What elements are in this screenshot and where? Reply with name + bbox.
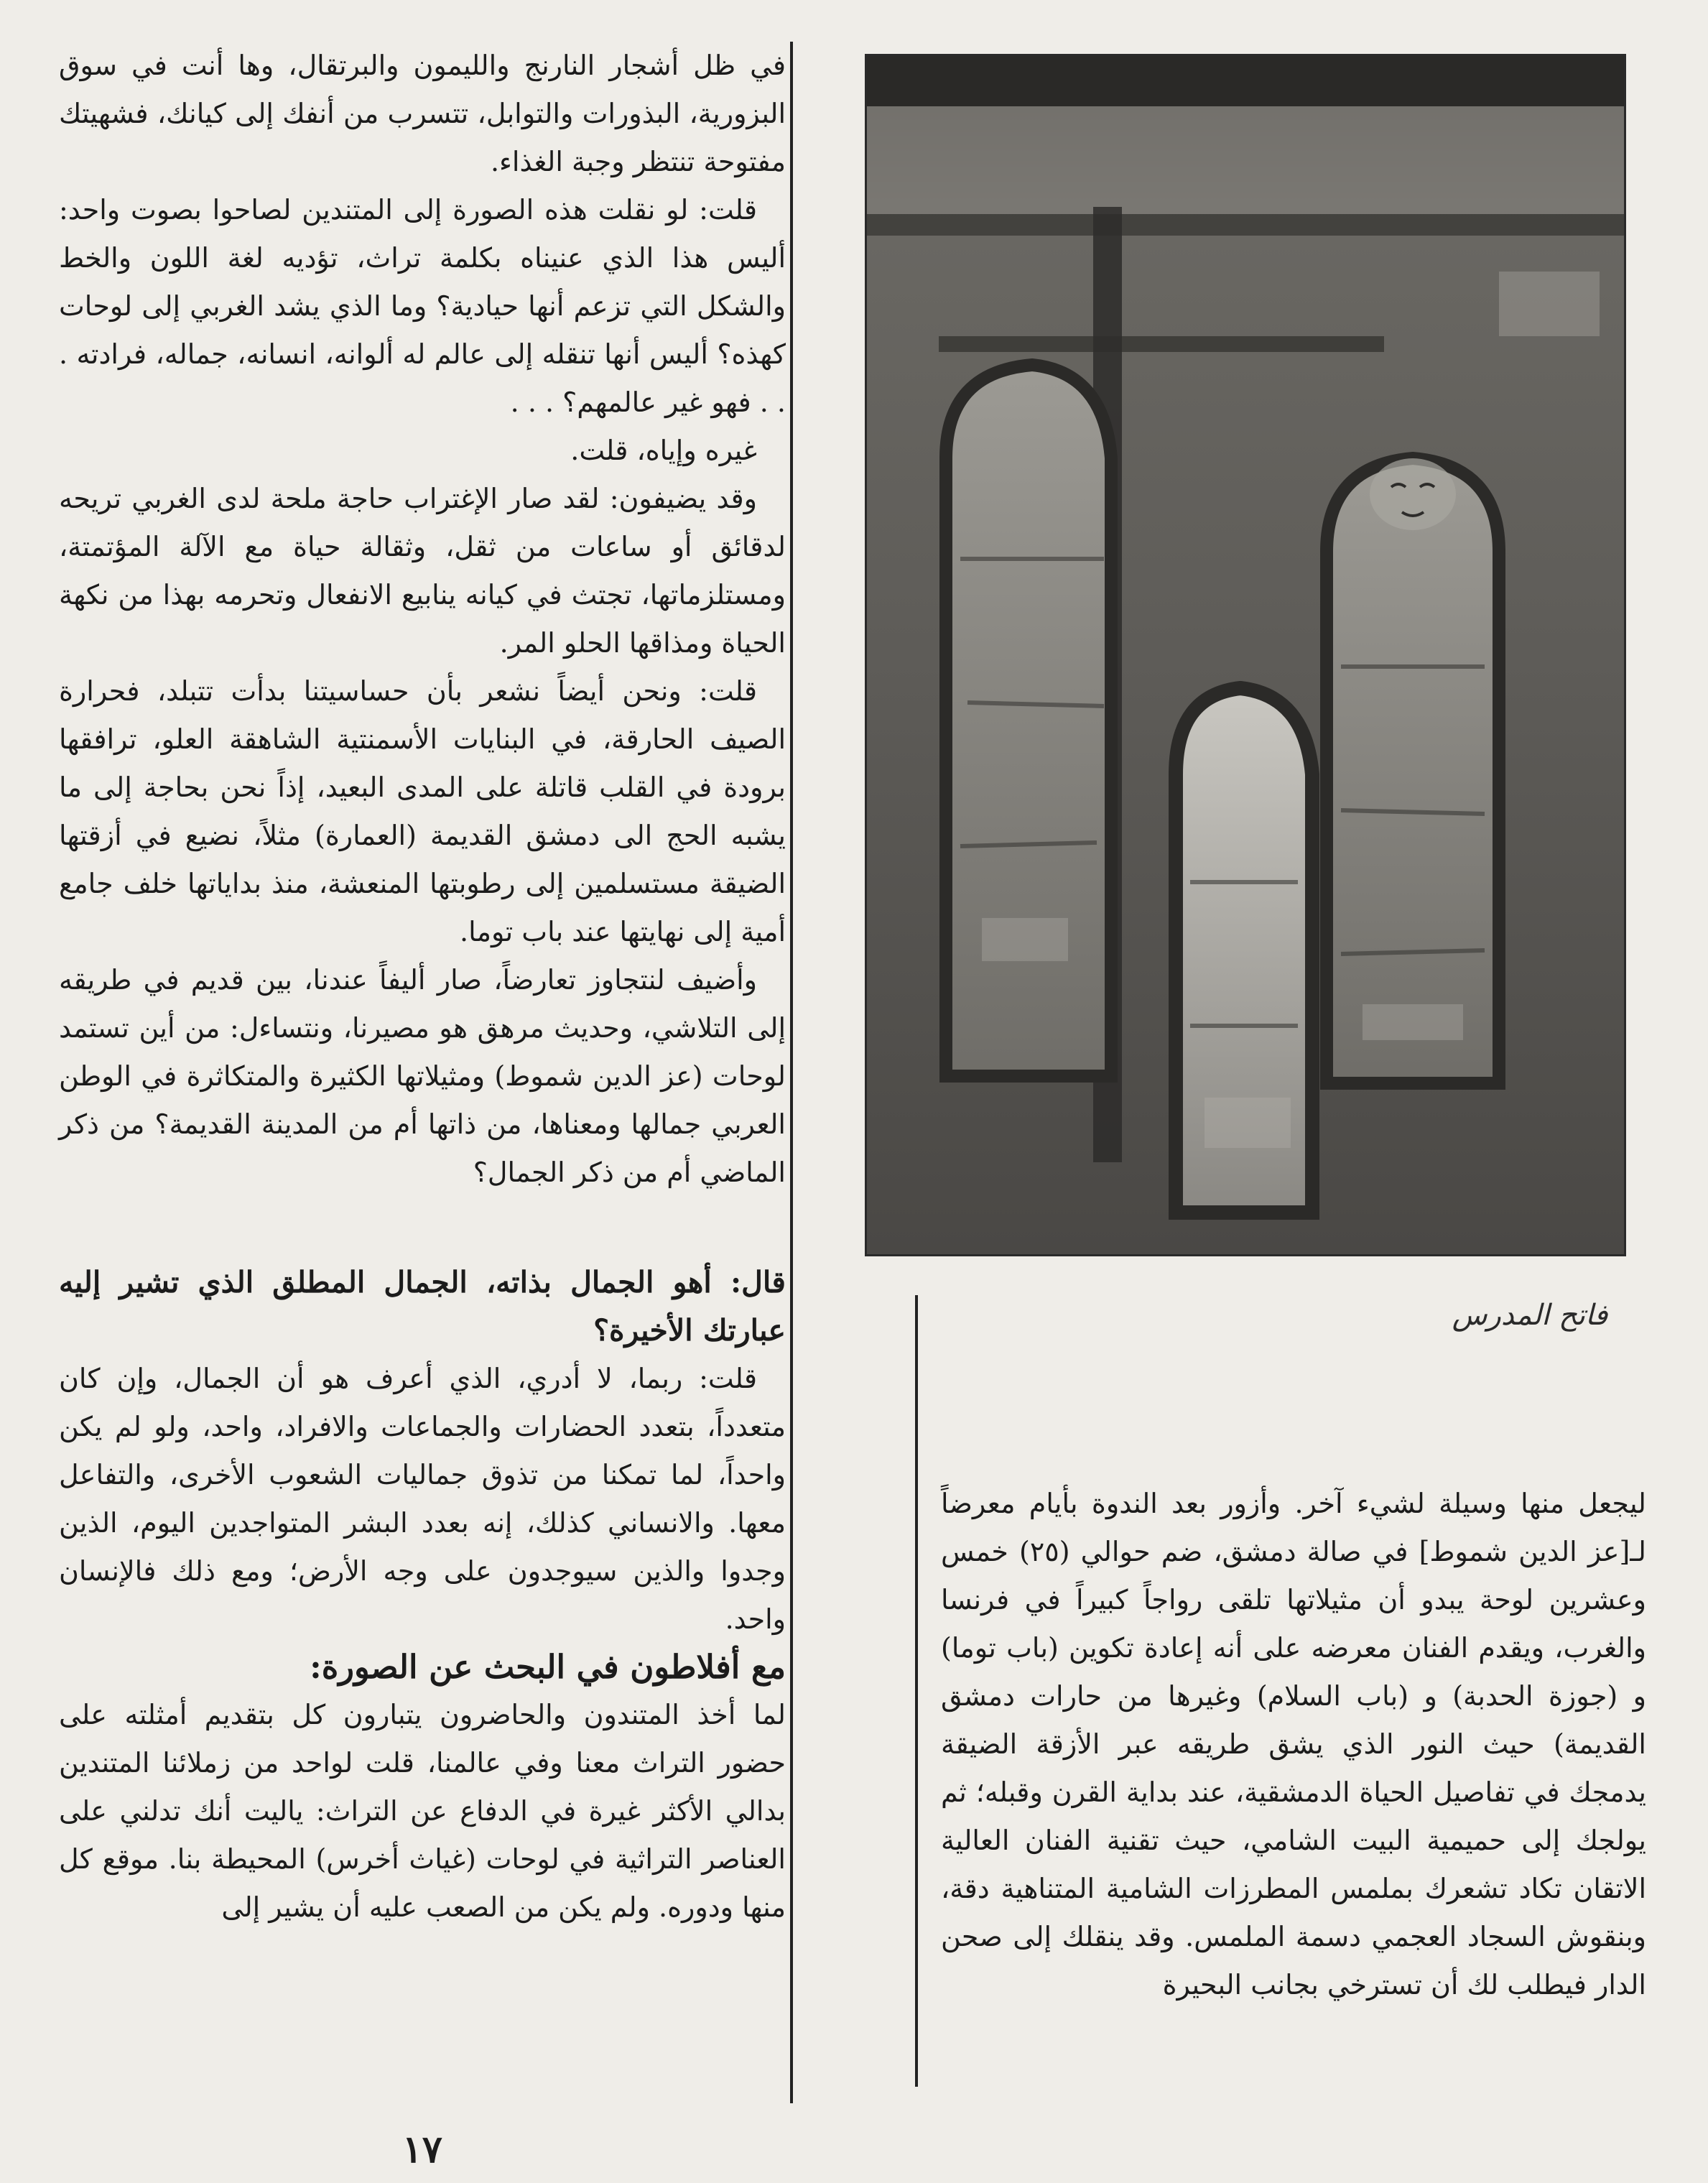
painting-image (865, 54, 1626, 1256)
page-number: ١٧ (402, 2128, 442, 2172)
paragraph-6: وأضيف لنتجاوز تعارضاً، صار أليفاً عندنا، بين قديم في طريقه إلى التلاشي، وحديث مرهق هو مصيرنا، ونتساءل: من أين تستمد لوحات (عز الدين شموط) ومثيلاتها الكثيرة والمتكاثرة في الوطن العربي جمالها ومعناها، من ذاتها أم من المدينة القديمة؟ من ذكر الماضي أم من ذكر الجمال؟ (59, 964, 786, 1188)
paragraph-9: لما أخذ المتندون والحاضرون يتبارون كل بتقديم أمثلته على حضور التراث معنا وفي عالمنا، قلت لواحد من زملائنا المتندين بدالي الأكثر غيرة في الدفاع عن التراث: ياليت أنك تدلني على العناصر التراثية في لوحات (غياث أخرس) المحيطة بنا. موقع كل منها ودوره. ولم يكن من الصعب عليه أن يشير إلى (59, 1699, 786, 1923)
right-column (941, 1480, 1646, 2009)
left-column (59, 42, 786, 1932)
section-heading: مع أفلاطون في البحث عن الصورة: (310, 1648, 786, 1686)
caption-divider (915, 1295, 918, 2087)
right-paragraph: ليجعل منها وسيلة لشيء آخر. وأزور بعد الندوة بأيام معرضاً لـ[عز الدين شموط] في صالة دمشق، ضم حوالي (٢٥) خمس وعشرين لوحة يبدو أن مثيلاتها تلقى رواجاً كبيراً في فرنسا والغرب، ويقدم الفنان معرضه على أنه إعادة تكوين (باب توما) و (جوزة الحدبة) و (باب السلام) وغيرها من حارات دمشق القديمة) حيث النور الذي يشق طريقه عبر الأزقة الضيقة يدمجك في تفاصيل الحياة الدمشقية، عند بداية القرن وقبله؛ ثم يولجك إلى حميمية البيت الشامي، حيث تقنية الفنان العالية الاتقان تكاد تشعرك بملمس المطرزات الشامية المتناهية دقة، وبنقوش السجاد العجمي دسمة الملمس. وقد ينقلك إلى صحن الدار فيطلب لك أن تسترخي بجانب البحيرة (941, 1488, 1646, 2001)
paragraph-3: غيره وإياه، قلت. (570, 435, 757, 466)
figure-caption: فاتح المدرس (1452, 1299, 1608, 1332)
paragraph-4: وقد يضيفون: لقد صار الإغتراب حاجة ملحة لدى الغربي تريحه لدقائق أو ساعات من ثقل، وثقالة حياة مع الآلة المؤتمتة، ومستلزماتها، تجتث في كيانه ينابيع الانفعال وتحرمه بهذا من نكهة الحياة ومذاقها الحلو المر. (59, 483, 786, 659)
column-divider (790, 42, 793, 2103)
paragraph-2: قلت: لو نقلت هذه الصورة إلى المتندين لصاحوا بصوت واحد: أليس هذا الذي عنيناه بكلمة تراث، تؤديه لغة اللون والخط والشكل التي تزعم أنها حيادية؟ وما الذي يشد الغربي إلى لوحات كهذه؟ أليس أنها تنقله إلى عالم له ألوانه، انسانه، جماله، فرادته . . . فهو غير عالمهم؟ . . . (59, 194, 786, 418)
paragraph-1: في ظل أشجار النارنج والليمون والبرتقال، وها أنت في سوق البزورية، البذورات والتوابل، تتسرب من أنفك إلى كيانك، فشهيتك مفتوحة تنتظر وجبة الغذاء. (59, 50, 786, 177)
paragraph-5: قلت: ونحن أيضاً نشعر بأن حساسيتنا بدأت تتبلد، فحرارة الصيف الحارقة، في البنايات الأسمنتية الشاهقة العلو، ترافقها برودة في القلب قاتلة على المدى البعيد، إذاً نحن بحاجة إلى ما يشبه الحج الى دمشق القديمة (العمارة) مثلاً، نضيع في أزقتها الضيقة مستسلمين إلى رطوبتها المنعشة، منذ بداياتها خلف جامع أمية إلى نهايتها عند باب توما. (59, 675, 786, 947)
painting-illustration (867, 56, 1624, 1254)
bleed-through-text (941, 1368, 1646, 1469)
question-paragraph: قال: أهو الجمال بذاته، الجمال المطلق الذي تشير إليه عبارتك الأخيرة؟ (59, 1265, 786, 1348)
paragraph-8: قلت: ربما، لا أدري، الذي أعرف هو أن الجمال، وإن كان متعدداً، بتعدد الحضارات والجماعات والافراد، واحد، ولو لم يكن واحداً، لما تمكنا من تذوق جماليات الشعوب الأخرى، والتفاعل معها. والانساني كذلك، إنه بعدد البشر المتواجدين اليوم، الذين وجدوا والذين سيوجدون على وجه الأرض؛ ومع ذلك فالإنسان واحد. (59, 1363, 786, 1635)
